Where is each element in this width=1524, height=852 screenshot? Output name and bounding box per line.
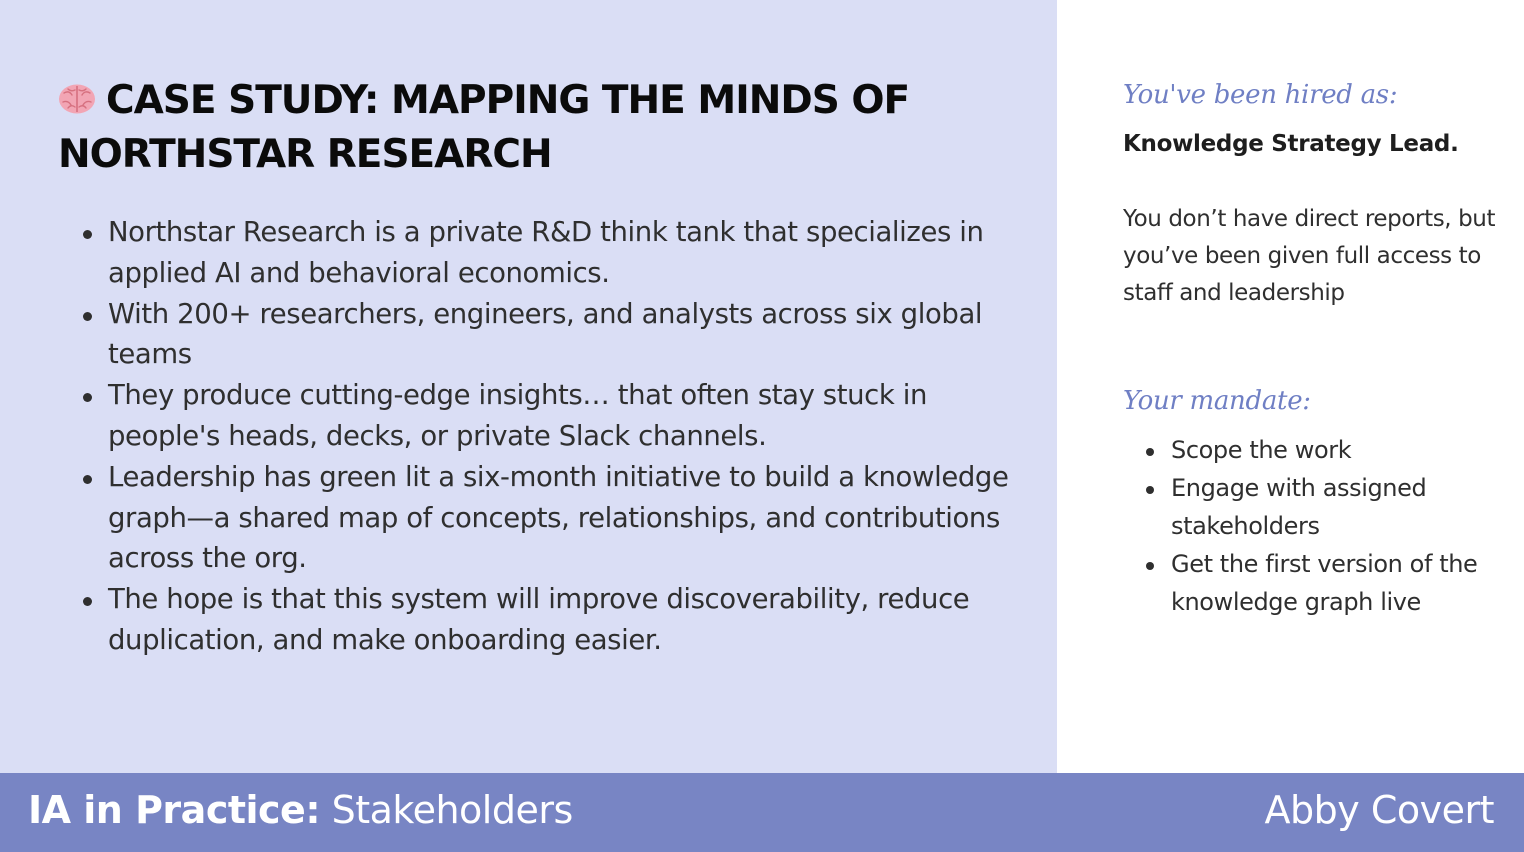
list-item: The hope is that this system will improve discoverability, reduce duplication, and make onboarding easier. (108, 579, 1038, 661)
role-sidebar (1057, 0, 1524, 773)
series-name: IA in Practice: (28, 788, 321, 832)
role-title: Knowledge Strategy Lead. (1123, 131, 1459, 157)
list-item: Get the first version of the knowledge graph live (1171, 545, 1511, 621)
case-study-bullets (108, 212, 1038, 661)
list-item: Leadership has green lit a six-month initiative to build a knowledge graph—a shared map of concepts, relationships, and contributions across the org. (108, 457, 1038, 579)
list-item: Engage with assigned stakeholders (1171, 469, 1511, 545)
access-description: You don’t have direct reports, but you’ve been given full access to staff and leadership (1123, 206, 1496, 306)
list-item: With 200+ researchers, engineers, and analysts across six global teams (108, 294, 1038, 376)
footer-bar (0, 773, 1524, 852)
brain-icon (58, 83, 96, 115)
list-item: They produce cutting-edge insights… that often stay stuck in people's heads, decks, or private Slack channels. (108, 375, 1038, 457)
mandate-list (1171, 431, 1511, 621)
list-item: Scope the work (1171, 431, 1511, 469)
mandate-label: Your mandate: (1123, 386, 1311, 416)
list-item: Northstar Research is a private R&D think tank that specializes in applied AI and behavioral economics. (108, 212, 1038, 294)
hired-label: You've been hired as: (1123, 80, 1398, 110)
slide-title (58, 74, 1018, 182)
slide-title-text: CASE STUDY: MAPPING THE MINDS OF NORTHSTAR RESEARCH (58, 78, 910, 177)
series-topic: Stakeholders (331, 788, 573, 832)
series-title (28, 788, 573, 832)
author-name: Abby Covert (1264, 788, 1494, 832)
